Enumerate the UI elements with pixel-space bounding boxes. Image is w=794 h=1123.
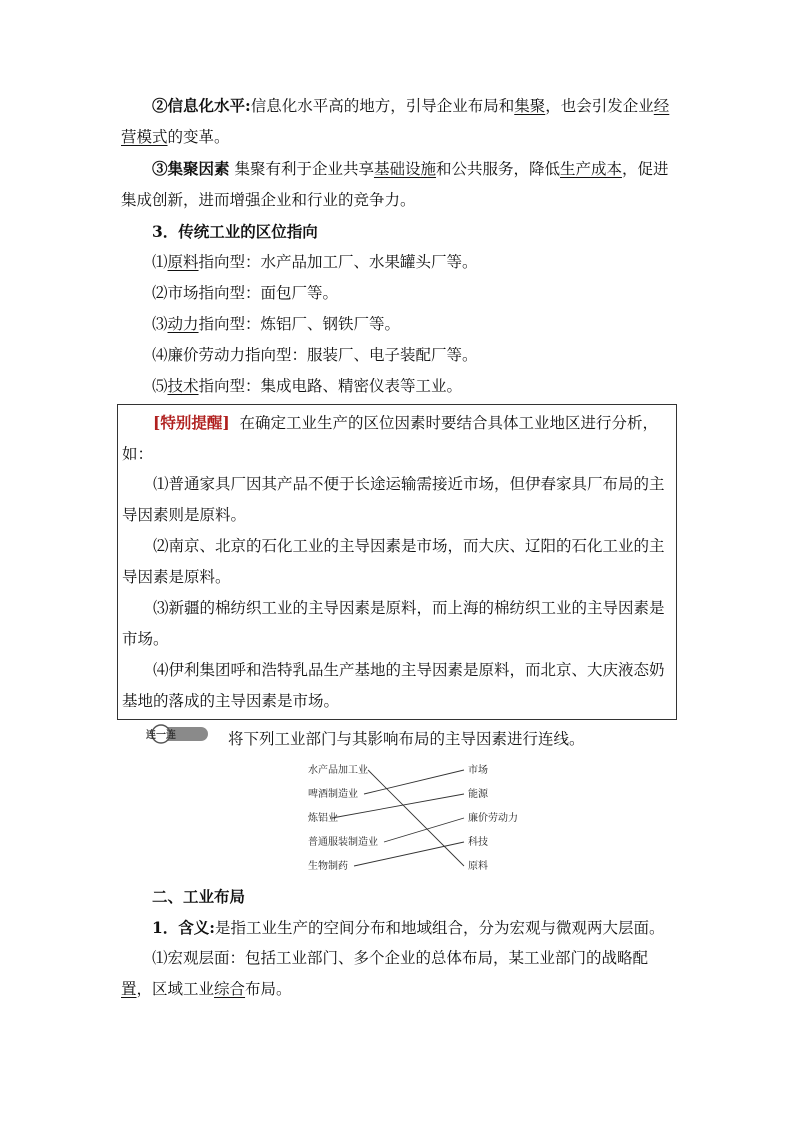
paragraph-cluster xyxy=(121,153,676,216)
item-text: 指向型：炼铝厂、钢铁厂等。 xyxy=(198,315,401,333)
macro-paragraph xyxy=(121,943,676,1005)
right-factor-label: 原料 xyxy=(468,861,488,872)
orientation-item xyxy=(121,278,676,309)
underlined-term: 原料 xyxy=(167,253,199,271)
macro-text: ⑴宏观层面：包括工业部门、多个企业的总体布局，某工业部门的战略配 xyxy=(152,949,649,967)
section-two-title: 二、工业布局 xyxy=(152,887,246,906)
item-text: 指向型：水产品加工厂、水果罐头厂等。 xyxy=(198,253,478,271)
underlined-term: 综合 xyxy=(214,980,246,998)
underlined-term: 动力 xyxy=(167,315,199,333)
lianyilian-badge-icon xyxy=(146,724,210,744)
left-industry-label: 啤酒制造业 xyxy=(308,789,358,800)
right-factor-label: 市场 xyxy=(468,765,488,776)
info-level-label: ②信息化水平: xyxy=(152,96,251,115)
special-reminder-box xyxy=(117,404,677,720)
tip-item: ⑷伊利集团呼和浩特乳品生产基地的主导因素是原料，而北京、大庆液态奶基地的落成的主导因素是市场。 xyxy=(122,661,665,710)
underlined-term: 置 xyxy=(121,980,137,998)
macro-text: 布局。 xyxy=(245,980,292,998)
item-number: ⑴ xyxy=(152,253,168,271)
matching-diagram xyxy=(300,758,540,878)
underlined-term: 技术 xyxy=(167,377,199,395)
matching-line xyxy=(368,770,464,866)
meaning-paragraph xyxy=(121,912,676,944)
right-factor-label: 廉价劳动力 xyxy=(468,813,518,824)
right-factor-label: 能源 xyxy=(468,789,488,800)
item-number: ⑵ xyxy=(152,284,168,302)
cluster-label: ③集聚因素 xyxy=(152,159,230,178)
tip-tag: [特别提醒] xyxy=(153,413,230,432)
info-level-text: ，也会引发企业 xyxy=(545,97,654,115)
item-text: 指向型：集成电路、精密仪表等工业。 xyxy=(198,377,463,395)
left-industry-label: 水产品加工业 xyxy=(308,765,368,776)
paragraph-info-level xyxy=(121,90,676,153)
meaning-label: 1．含义: xyxy=(152,918,216,937)
cluster-text: 和公共服务，降低 xyxy=(435,160,560,178)
right-factor-label: 科技 xyxy=(468,837,488,848)
orientation-item xyxy=(121,309,676,340)
item-text: 廉价劳动力指向型：服装厂、电子装配厂等。 xyxy=(167,346,478,364)
info-level-text: 信息化水平高的地方，引导企业布局和 xyxy=(250,97,515,115)
item-text: 市场指向型：面包厂等。 xyxy=(167,284,339,302)
left-industry-label: 生物制药 xyxy=(308,861,348,872)
cluster-text: 集聚有利于企业共享 xyxy=(234,160,374,178)
matching-line xyxy=(384,818,464,842)
meaning-text: 是指工业生产的空间分布和地域组合，分为宏观与微观两大层面。 xyxy=(215,919,665,937)
tip-item: ⑵南京、北京的石化工业的主导因素是市场，而大庆、辽阳的石化工业的主导因素是原料。 xyxy=(122,537,665,586)
item-number: ⑶ xyxy=(152,315,168,333)
cluster-text: ，促进集成创新，进而增强企业和行业的竞争力。 xyxy=(121,160,669,209)
info-level-text: 的变革。 xyxy=(167,128,230,146)
tip-item: ⑶新疆的棉纺织工业的主导因素是原料，而上海的棉纺织工业的主导因素是市场。 xyxy=(122,599,665,648)
matching-instruction: 将下列工业部门与其影响布局的主导因素进行连线。 xyxy=(228,730,585,748)
left-industry-label: 普通服装制造业 xyxy=(308,837,378,848)
underlined-term: 经营模式 xyxy=(121,97,670,146)
macro-text: ，区域工业 xyxy=(136,980,215,998)
tip-intro-text: 在确定工业生产的区位因素时要结合具体工业地区进行分析，如： xyxy=(122,414,659,463)
section-3-title: 3．传统工业的区位指向 xyxy=(152,222,318,241)
item-number: ⑷ xyxy=(152,346,168,364)
underlined-term: 集聚 xyxy=(514,97,546,115)
tip-intro xyxy=(122,407,674,470)
badge-label: 连一连 xyxy=(146,730,176,741)
item-number: ⑸ xyxy=(152,377,168,395)
orientation-item xyxy=(121,247,676,278)
orientation-item xyxy=(121,340,676,371)
matching-line xyxy=(364,770,464,794)
tip-item: ⑴普通家具厂因其产品不便于长途运输需接近市场，但伊春家具厂布局的主导因素则是原料。 xyxy=(122,475,665,524)
orientation-item xyxy=(121,371,676,402)
left-industry-label: 炼铝业 xyxy=(308,813,338,824)
underlined-term: 基础设施 xyxy=(373,160,436,178)
underlined-term: 生产成本 xyxy=(560,160,623,178)
